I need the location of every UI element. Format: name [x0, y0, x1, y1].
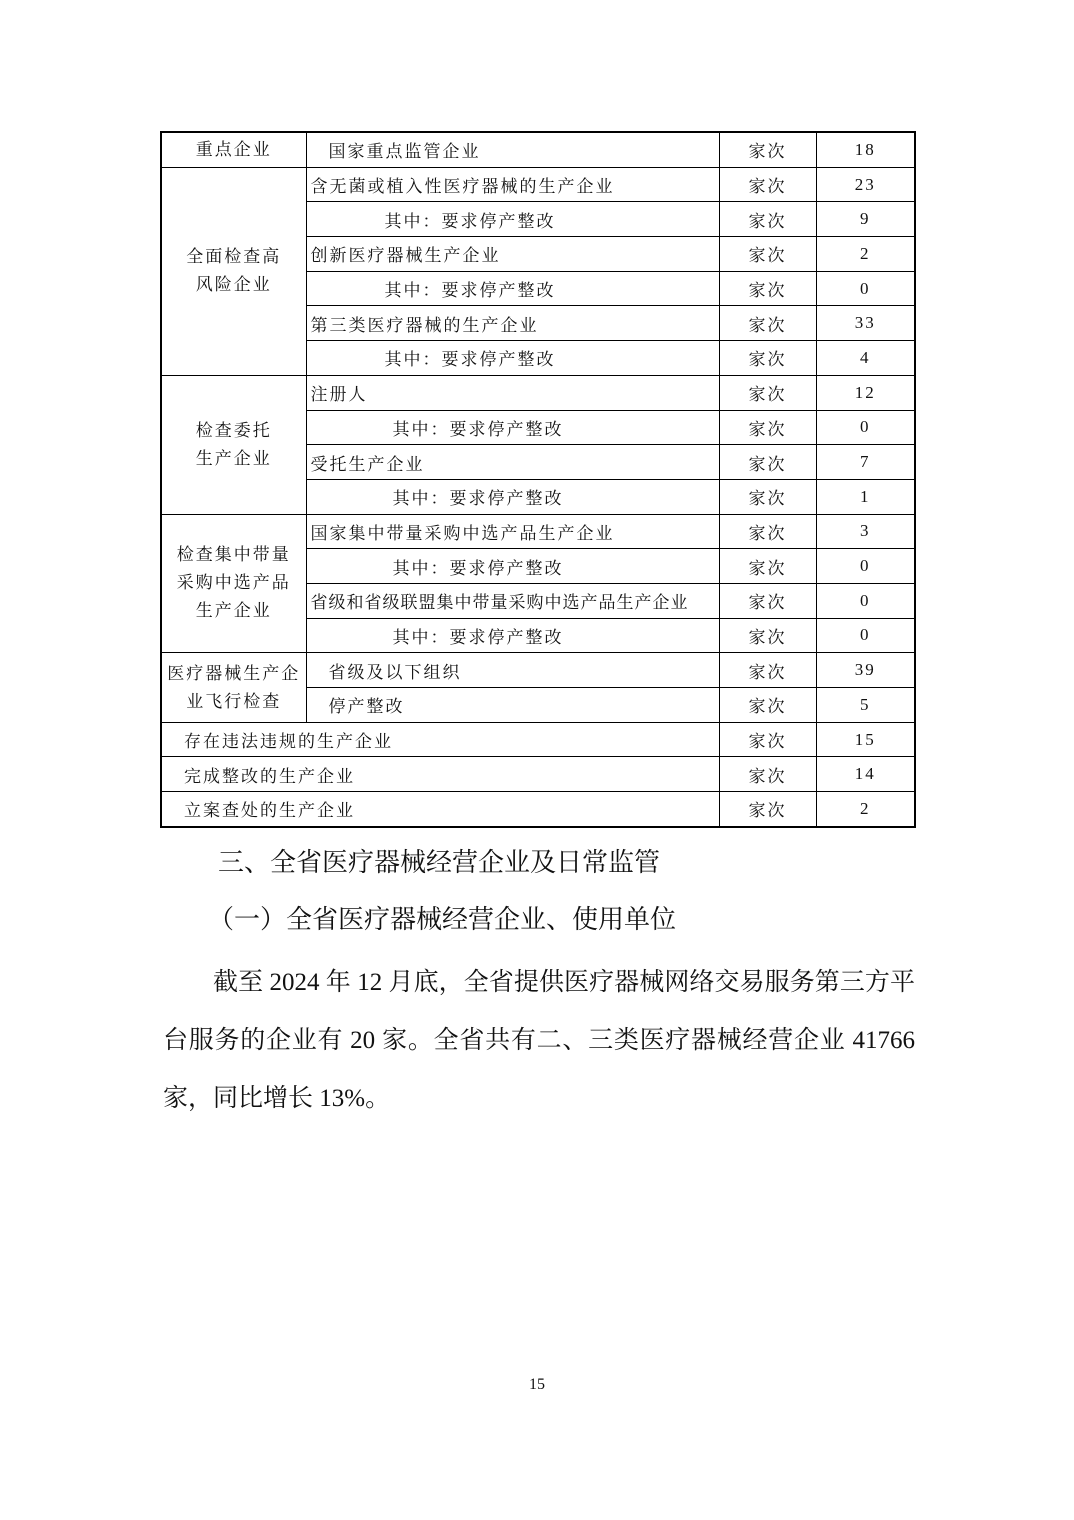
item-cell: 其中：要求停产整改 — [306, 549, 719, 584]
unit-cell: 家次 — [719, 688, 816, 723]
item-cell: 其中：要求停产整改 — [306, 410, 719, 445]
item-cell: 其中：要求停产整改 — [306, 618, 719, 653]
item-cell: 停产整改 — [306, 688, 719, 723]
category-cell: 医疗器械生产企 业飞行检查 — [161, 653, 306, 722]
unit-cell: 家次 — [719, 202, 816, 237]
unit-cell: 家次 — [719, 271, 816, 306]
section-subheading: （一）全省医疗器械经营企业、使用单位 — [208, 905, 677, 935]
item-cell: 省级及以下组织 — [306, 653, 719, 688]
unit-cell: 家次 — [719, 792, 816, 827]
item-cell: 含无菌或植入性医疗器械的生产企业 — [306, 167, 719, 202]
item-cell: 其中：要求停产整改 — [306, 271, 719, 306]
unit-cell: 家次 — [719, 237, 816, 272]
value-cell: 7 — [816, 445, 915, 480]
item-cell: 省级和省级联盟集中带量采购中选产品生产企业 — [306, 583, 719, 618]
item-cell: 其中：要求停产整改 — [306, 202, 719, 237]
category-cell: 检查集中带量 采购中选产品 生产企业 — [161, 514, 306, 653]
value-cell: 2 — [816, 237, 915, 272]
unit-cell: 家次 — [719, 132, 816, 167]
unit-cell: 家次 — [719, 722, 816, 757]
unit-cell: 家次 — [719, 445, 816, 480]
item-cell: 国家重点监管企业 — [306, 132, 719, 167]
section-heading: 三、全省医疗器械经营企业及日常监管 — [218, 848, 661, 878]
value-cell: 9 — [816, 202, 915, 237]
value-cell: 3 — [816, 514, 915, 549]
table-row — [161, 792, 915, 827]
table-row — [161, 757, 915, 792]
value-cell: 15 — [816, 722, 915, 757]
unit-cell: 家次 — [719, 618, 816, 653]
value-cell: 2 — [816, 792, 915, 827]
value-cell: 0 — [816, 583, 915, 618]
unit-cell: 家次 — [719, 583, 816, 618]
table-row — [161, 653, 915, 688]
unit-cell: 家次 — [719, 341, 816, 376]
unit-cell: 家次 — [719, 306, 816, 341]
unit-cell: 家次 — [719, 167, 816, 202]
value-cell: 39 — [816, 653, 915, 688]
page-number: 15 — [529, 1376, 545, 1393]
value-cell: 14 — [816, 757, 915, 792]
unit-cell: 家次 — [719, 653, 816, 688]
category-cell: 全面检查高 风险企业 — [161, 167, 306, 375]
unit-cell: 家次 — [719, 514, 816, 549]
value-cell: 33 — [816, 306, 915, 341]
table-row — [161, 514, 915, 549]
item-cell: 其中：要求停产整改 — [306, 341, 719, 376]
value-cell: 1 — [816, 479, 915, 514]
table-row — [161, 375, 915, 410]
item-cell: 立案查处的生产企业 — [161, 792, 719, 827]
table-row — [161, 722, 915, 757]
table-row — [161, 132, 915, 167]
item-cell: 注册人 — [306, 375, 719, 410]
item-cell: 创新医疗器械生产企业 — [306, 237, 719, 272]
item-cell: 受托生产企业 — [306, 445, 719, 480]
unit-cell: 家次 — [719, 757, 816, 792]
table-row — [161, 167, 915, 202]
category-cell: 检查委托 生产企业 — [161, 375, 306, 514]
item-cell: 第三类医疗器械的生产企业 — [306, 306, 719, 341]
item-cell: 存在违法违规的生产企业 — [161, 722, 719, 757]
value-cell: 0 — [816, 549, 915, 584]
value-cell: 0 — [816, 410, 915, 445]
value-cell: 18 — [816, 132, 915, 167]
value-cell: 23 — [816, 167, 915, 202]
item-cell: 其中：要求停产整改 — [306, 479, 719, 514]
item-cell: 完成整改的生产企业 — [161, 757, 719, 792]
value-cell: 4 — [816, 341, 915, 376]
value-cell: 5 — [816, 688, 915, 723]
unit-cell: 家次 — [719, 375, 816, 410]
unit-cell: 家次 — [719, 410, 816, 445]
body-paragraph: 截至 2024 年 12 月底，全省提供医疗器械网络交易服务第三方平台服务的企业有 20 家。全省共有二、三类医疗器械经营企业 41766 家，同比增长 13%。 — [163, 969, 915, 1112]
inspection-table — [160, 131, 916, 828]
unit-cell: 家次 — [719, 549, 816, 584]
value-cell: 0 — [816, 618, 915, 653]
category-cell: 重点企业 — [161, 132, 306, 167]
value-cell: 0 — [816, 271, 915, 306]
value-cell: 12 — [816, 375, 915, 410]
unit-cell: 家次 — [719, 479, 816, 514]
item-cell: 国家集中带量采购中选产品生产企业 — [306, 514, 719, 549]
